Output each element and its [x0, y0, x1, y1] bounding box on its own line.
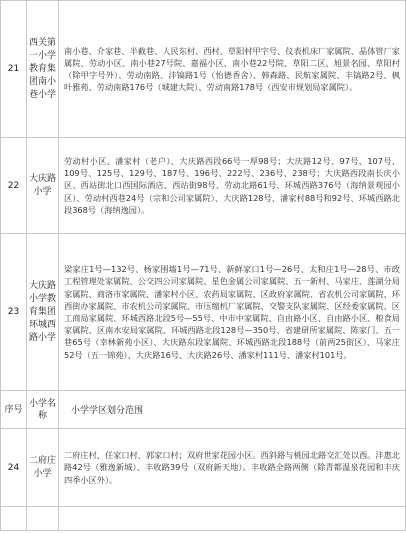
district-scope: 二府庄村、任家口村、郭家口村；双府世家花园小区。西斜路与桃园北路交汇处以西。沣惠北路42号（雅逸新城）、丰收路39号（双府新天地）。丰收路全路两侧（除青都温泉花园和丰庆四季小区外）。: [59, 429, 406, 507]
header-school-name: 小学名称: [27, 391, 59, 429]
district-scope: 南小巷、介家巷、半截巷、人民东村、西村、草阳村甲字号、仪表机床厂家属院、晶体管厂家属院、劳动小区、南小巷27号院、嘉福小区、南小巷22号院、草阳二区、旭景名园、草阳村（除甲字号外）、劳动南路、沣镐路1号（怡德香舍）、韩森路、民航家属院、丰镐路2号、枫叶雅苑、劳动南路176号（城建大院）、劳动南路178号（西安市规划局家属院）。: [59, 1, 406, 138]
table-row: [1, 429, 406, 507]
district-scope: [59, 507, 406, 531]
table-header-row: [1, 391, 406, 429]
district-scope: 劳动村小区、潘家村（老户）、大庆路西段66号一厚98号；大庆路12号、97号、107号、109号、125号、129号、187号、196号、222号、236号、238号；大庆路西段南长庆小区、西站街北口西国际酒店、西站街98号、劳动北路61号、环城西路376号（海纳景观园小区）、劳动村西巷24号（宗和公司家属院）、大庆路128号、潘家村88号和92号、环城西路北段368号（海纳逸园）。: [59, 138, 406, 234]
school-name: 二府庄小学: [27, 429, 59, 507]
row-number: 23: [1, 234, 27, 391]
row-number: 24: [1, 429, 27, 507]
header-scope: 小学学区划分范围: [59, 391, 406, 429]
table-row: [1, 234, 406, 391]
row-number: 21: [1, 1, 27, 138]
school-name: 大庆路小学教育集团环城西路小学: [27, 234, 59, 391]
table-row: [1, 1, 406, 138]
table-row-partial: [1, 507, 406, 531]
school-name: [27, 507, 59, 531]
table-row: [1, 138, 406, 234]
row-number: [1, 507, 27, 531]
school-name: 大庆路小学: [27, 138, 59, 234]
district-scope: 梁家庄1号—132号、杨家围墙1号—71号、新鲜家口1号—26号、太和庄1号—28号、市政工程管理处家属院、公交四公司家属院、星色金属公司家属院、五一新村、马家庄、莲湖分局家属院、商洛市家属院、潘家村小区、农药局家属院、区政府家属院、省农机公司家属院、环西街办家属院、市农机公司家属院、市压缩机厂家属院、交警支队家属院、区经委家属院、区工商局家属院、环城西路北段5号—55号、中市中家属院、自由路小区、自由路小区、粮食局家属院、区南水安局家属院、环城西路北段128号—350号、省建研所家属院、陈家门、五一巷65号（幸林新苑小区）、大庆路东段家属院、环城西路北段188号（前两25街区）、马家庄52号（五一锦苑）、大庆路16号、大庆路26号、潘家村111号、潘家村101号。: [59, 234, 406, 391]
header-number: 序号: [1, 391, 27, 429]
row-number: 22: [1, 138, 27, 234]
school-name: 西关第一小学教育集团南小巷小学: [27, 1, 59, 138]
